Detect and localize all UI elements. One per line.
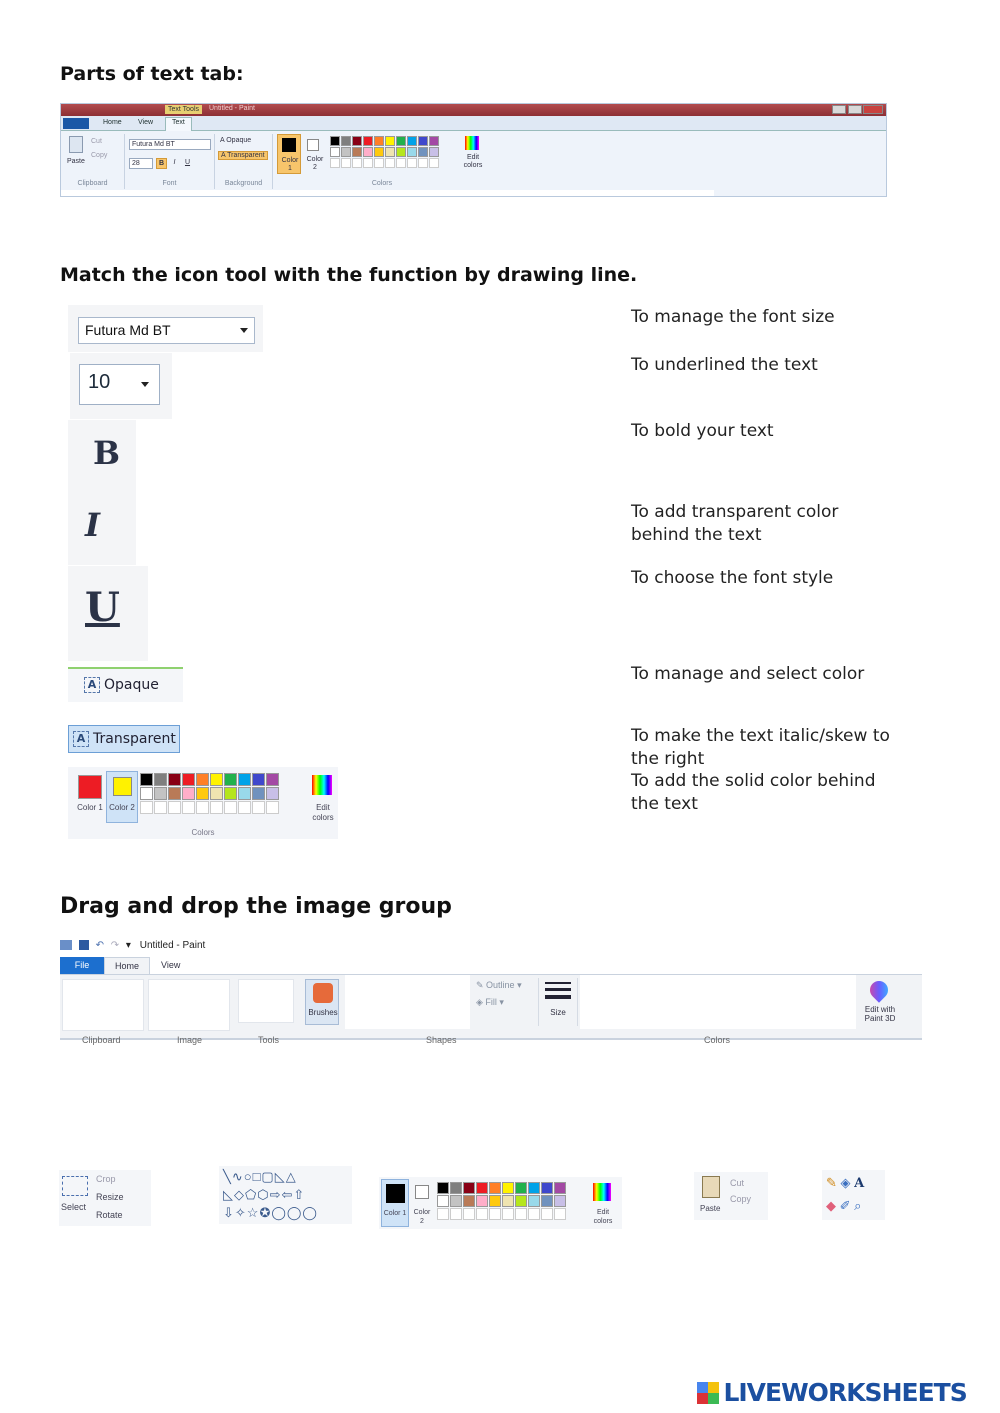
color2-button[interactable]: [303, 134, 327, 174]
color-swatch[interactable]: [140, 773, 153, 786]
cut-label: Cut: [730, 1178, 745, 1188]
heading-match: Match the icon tool with the function by drawing line.: [60, 264, 638, 286]
color-swatch[interactable]: [450, 1208, 462, 1220]
color1-label: Color 1: [383, 1210, 407, 1217]
function-4: To add transparent color behind the text: [631, 502, 839, 545]
magnifier-icon: ⌕: [854, 1198, 862, 1213]
color-swatch[interactable]: [541, 1182, 553, 1194]
color-swatch[interactable]: [363, 136, 373, 146]
color1-label: Color 1: [281, 157, 299, 172]
color-swatch[interactable]: [489, 1195, 501, 1207]
save-icon[interactable]: [79, 940, 89, 950]
brushes-button[interactable]: [305, 979, 339, 1025]
ribbon-body: [60, 974, 922, 1040]
color-swatch[interactable]: [502, 1195, 514, 1207]
function-5: To choose the font style: [631, 568, 834, 588]
edit-colors-icon[interactable]: [312, 775, 332, 795]
shapes-row-1: ╲∿○□▢◺△: [223, 1169, 297, 1184]
color2-label: Color 2: [109, 803, 135, 812]
color-swatch[interactable]: [437, 1182, 449, 1194]
ribbon-tabs: [61, 116, 886, 131]
image-group-label: Image: [177, 1035, 203, 1045]
color-swatch[interactable]: [168, 773, 181, 786]
underline-image: [68, 566, 148, 661]
color-swatch[interactable]: [463, 1208, 475, 1220]
color-swatch[interactable]: [418, 147, 428, 157]
color-swatch[interactable]: [341, 158, 351, 168]
bold-icon[interactable]: B: [93, 434, 121, 472]
text-a-icon: A: [84, 677, 100, 693]
background-group-label: Background: [224, 180, 263, 187]
paste-icon[interactable]: [69, 136, 83, 153]
color-swatch[interactable]: [224, 801, 237, 814]
image-slot[interactable]: [148, 979, 230, 1031]
underline-button[interactable]: U: [184, 159, 191, 166]
color-swatch[interactable]: [154, 773, 167, 786]
tab-home[interactable]: Home: [103, 119, 122, 126]
colors-group-label: Colors: [371, 180, 393, 187]
redo-icon[interactable]: ↷: [110, 940, 120, 951]
color-swatch[interactable]: [210, 773, 223, 786]
brush-icon: [313, 983, 333, 1003]
color2-label: Color 2: [413, 1209, 431, 1225]
shapes-group-piece[interactable]: [219, 1166, 352, 1224]
font-name-select[interactable]: Futura Md BT: [129, 139, 211, 150]
paint3d-icon: [866, 977, 891, 1002]
color-swatch[interactable]: [154, 787, 167, 800]
color-swatch[interactable]: [554, 1195, 566, 1207]
color-swatch[interactable]: [515, 1182, 527, 1194]
bold-button[interactable]: B: [156, 158, 167, 169]
color-swatch[interactable]: [396, 158, 406, 168]
title-bar: [61, 104, 886, 116]
font-name-value: Futura Md BT: [85, 322, 171, 338]
text-a-icon: A: [73, 731, 89, 747]
color2-swatch: [113, 777, 132, 796]
color-swatch[interactable]: [418, 136, 428, 146]
color-swatch[interactable]: [554, 1208, 566, 1220]
color-swatch[interactable]: [154, 801, 167, 814]
color2-swatch: [415, 1185, 429, 1199]
edit-colors-icon: [593, 1183, 611, 1201]
rotate-label: Rotate: [96, 1210, 123, 1220]
color-swatch[interactable]: [352, 147, 362, 157]
colors-slot[interactable]: [580, 975, 856, 1029]
select-label: Select: [61, 1202, 87, 1212]
color-swatch[interactable]: [502, 1182, 514, 1194]
font-group: [125, 134, 215, 189]
color-swatch[interactable]: [515, 1195, 527, 1207]
color1-button: [381, 1179, 409, 1227]
color-swatch[interactable]: [476, 1195, 488, 1207]
paint-home-ribbon: [60, 957, 922, 1049]
fill-bucket-icon: ◈: [840, 1175, 851, 1190]
color-swatch[interactable]: [476, 1208, 488, 1220]
color-palette: [330, 136, 466, 169]
shapes-row-2: ◺◇⬠⬡⇨⇦⇧: [223, 1187, 306, 1202]
maximize-button[interactable]: [848, 105, 862, 114]
font-size-value: 10: [88, 371, 111, 393]
resize-label: Resize: [96, 1192, 124, 1202]
heading-parts: Parts of text tab:: [60, 63, 244, 85]
color-palette: [437, 1182, 597, 1221]
font-size-field[interactable]: [79, 364, 160, 405]
tab-text[interactable]: Text: [165, 117, 192, 131]
paste-icon: [702, 1176, 720, 1198]
tab-view[interactable]: View: [161, 960, 181, 970]
text-tool-icon: A: [854, 1176, 865, 1191]
tools-row-1: [826, 1172, 881, 1195]
color-swatch[interactable]: [385, 136, 395, 146]
edit-colors-icon[interactable]: [465, 136, 479, 150]
color-swatch[interactable]: [224, 773, 237, 786]
color-swatch[interactable]: [374, 158, 384, 168]
clipboard-group-label: Clipboard: [77, 180, 108, 187]
window-title: Untitled - Paint: [209, 105, 255, 112]
color2-button[interactable]: [106, 771, 138, 823]
color-swatch[interactable]: [463, 1195, 475, 1207]
opaque-option[interactable]: [220, 137, 251, 144]
color-swatch[interactable]: [168, 801, 181, 814]
function-2: To underlined the text: [631, 355, 818, 375]
color2-label: Color 2: [306, 156, 324, 171]
clipboard-group: [61, 134, 125, 189]
pencil-icon: ✎: [476, 980, 487, 990]
color-swatch[interactable]: [266, 787, 279, 800]
pencil-icon: ✎: [826, 1175, 837, 1190]
color1-button[interactable]: [277, 134, 301, 174]
color-swatch[interactable]: [554, 1182, 566, 1194]
color2-swatch: [307, 139, 319, 151]
close-button[interactable]: [863, 105, 883, 114]
clipboard-slot[interactable]: [62, 979, 144, 1031]
liveworksheets-logo: [697, 1378, 967, 1408]
color-swatch[interactable]: [396, 147, 406, 157]
color-swatch[interactable]: [528, 1208, 540, 1220]
size-button[interactable]: [538, 978, 578, 1026]
paste-label[interactable]: Paste: [67, 158, 85, 165]
colors-group-label: Colors: [704, 1035, 731, 1045]
color-picker-icon: ✐: [839, 1198, 851, 1213]
eraser-icon: ◆: [826, 1198, 836, 1213]
color-swatch[interactable]: [515, 1208, 527, 1220]
clipboard-group-label: Clipboard: [82, 1035, 121, 1045]
color-swatch[interactable]: [330, 158, 340, 168]
color-swatch[interactable]: [266, 801, 279, 814]
color-swatch[interactable]: [450, 1195, 462, 1207]
function-6: To manage and select color: [631, 664, 865, 684]
copy-label[interactable]: Copy: [91, 152, 108, 159]
color1-swatch[interactable]: [78, 775, 102, 799]
color-swatch[interactable]: [210, 787, 223, 800]
color-swatch[interactable]: [363, 147, 373, 157]
color-swatch[interactable]: [182, 773, 195, 786]
fill-button[interactable]: ◈ Fill ▾: [476, 997, 504, 1007]
color-swatch[interactable]: [196, 773, 209, 786]
color-swatch[interactable]: [352, 158, 362, 168]
customize-icon[interactable]: ▾: [125, 940, 131, 951]
font-size-select[interactable]: 28: [129, 158, 153, 169]
paste-label: Paste: [700, 1204, 721, 1213]
color-swatch[interactable]: [528, 1182, 540, 1194]
tab-view[interactable]: View: [138, 119, 154, 126]
color-swatch[interactable]: [196, 801, 209, 814]
color-swatch[interactable]: [168, 787, 181, 800]
transparent-label: Transparent: [93, 731, 176, 747]
edit-colors-label[interactable]: Edit colors: [312, 803, 334, 822]
color-swatch[interactable]: [330, 136, 340, 146]
color-swatch[interactable]: [266, 773, 279, 786]
color-swatch[interactable]: [396, 136, 406, 146]
color-swatch[interactable]: [210, 801, 223, 814]
color1-label: Color 1: [77, 803, 103, 812]
function-7: To make the text italic/skew to the right: [631, 726, 890, 769]
color-swatch[interactable]: [407, 158, 417, 168]
transparent-option[interactable]: [218, 151, 268, 160]
color-swatch[interactable]: [352, 136, 362, 146]
color-swatch[interactable]: [196, 787, 209, 800]
minimize-button[interactable]: [832, 105, 846, 114]
size-icon-line: [545, 988, 571, 991]
quick-access-bar: [60, 940, 205, 951]
edit-colors-label[interactable]: Edit colors: [463, 154, 483, 169]
edit-paint3d-button[interactable]: [858, 979, 902, 1029]
color-swatch[interactable]: [238, 787, 251, 800]
crop-label: Crop: [96, 1174, 116, 1184]
chevron-down-icon: [240, 328, 248, 333]
function-3: To bold your text: [631, 421, 774, 441]
color-swatch[interactable]: [429, 147, 439, 157]
color-swatch[interactable]: [541, 1195, 553, 1207]
font-group-label: Font: [162, 180, 177, 187]
font-name-field[interactable]: [78, 317, 255, 344]
color-swatch[interactable]: [437, 1208, 449, 1220]
italic-button[interactable]: I: [173, 159, 176, 166]
paint-app-icon: [60, 940, 72, 950]
colors-group: [275, 134, 489, 189]
color-swatch[interactable]: [140, 787, 153, 800]
color-swatch[interactable]: [418, 158, 428, 168]
color-swatch[interactable]: [224, 787, 237, 800]
color-swatch[interactable]: [252, 787, 265, 800]
color-swatch[interactable]: [374, 136, 384, 146]
color-swatch[interactable]: [252, 801, 265, 814]
color-palette: [140, 773, 310, 815]
transparent-label: Transparent: [227, 152, 265, 159]
background-group: [215, 134, 273, 189]
color-swatch[interactable]: [407, 136, 417, 146]
opaque-label: Opaque: [104, 677, 159, 693]
color-swatch[interactable]: [476, 1182, 488, 1194]
select-icon: [62, 1176, 88, 1196]
color-swatch[interactable]: [182, 787, 195, 800]
color-swatch[interactable]: [363, 158, 373, 168]
color-swatch[interactable]: [463, 1182, 475, 1194]
copy-label: Copy: [730, 1194, 752, 1204]
color-swatch[interactable]: [238, 801, 251, 814]
brand-text: LIVEWORKSHEETS: [723, 1378, 967, 1407]
color-swatch[interactable]: [385, 158, 395, 168]
outline-button[interactable]: ✎ Outline ▾: [476, 980, 522, 990]
logo-icon: [697, 1382, 719, 1404]
color-swatch[interactable]: [489, 1182, 501, 1194]
color-swatch[interactable]: [437, 1195, 449, 1207]
size-label: Size: [550, 1008, 566, 1017]
fill-label: Fill: [485, 997, 497, 1007]
color-swatch[interactable]: [341, 136, 351, 146]
font-size-select-image: [70, 353, 172, 419]
underline-icon[interactable]: U: [85, 584, 120, 631]
color1-swatch: [282, 138, 296, 152]
color-swatch[interactable]: [238, 773, 251, 786]
brushes-label: Brushes: [308, 1008, 338, 1017]
heading-drag: Drag and drop the image group: [60, 894, 452, 919]
size-icon: [545, 982, 571, 984]
color-swatch[interactable]: [330, 147, 340, 157]
color-swatch[interactable]: [140, 801, 153, 814]
tools-slot[interactable]: [238, 979, 294, 1023]
color-swatch[interactable]: [429, 136, 439, 146]
shapes-group-label: Shapes: [426, 1035, 457, 1045]
text-a-icon: A: [220, 137, 227, 144]
tools-group-piece[interactable]: [822, 1170, 885, 1220]
color-swatch[interactable]: [252, 773, 265, 786]
text-tools-label: Text Tools: [165, 105, 202, 114]
font-style-select-image: [68, 305, 263, 352]
fill-icon: ◈: [476, 997, 486, 1007]
color-swatch[interactable]: [182, 801, 195, 814]
color-swatch[interactable]: [429, 158, 439, 168]
colors-group-label: Colors: [191, 828, 215, 837]
color-swatch[interactable]: [374, 147, 384, 157]
color-swatch[interactable]: [502, 1208, 514, 1220]
chevron-down-icon: [141, 382, 149, 387]
opaque-label: Opaque: [226, 137, 252, 144]
tools-row-2: [826, 1195, 881, 1217]
undo-icon[interactable]: ↶: [95, 940, 104, 951]
color-swatch[interactable]: [341, 147, 351, 157]
tab-home[interactable]: Home: [104, 957, 150, 975]
clipboard-group-piece[interactable]: [694, 1172, 768, 1220]
color-swatch[interactable]: [407, 147, 417, 157]
outline-label: Outline: [486, 980, 515, 990]
function-8: To add the solid color behind the text: [631, 771, 876, 814]
edit-colors-label: Edit colors: [593, 1209, 613, 1225]
italic-icon[interactable]: I: [85, 506, 100, 544]
bold-italic-image: [68, 420, 136, 565]
window-title: Untitled - Paint: [139, 940, 206, 951]
colors-group-piece[interactable]: [379, 1177, 622, 1229]
canvas-strip: [61, 190, 714, 196]
color-swatch[interactable]: [385, 147, 395, 157]
color1-swatch: [386, 1184, 405, 1203]
cut-label[interactable]: Cut: [91, 138, 102, 145]
color-swatch[interactable]: [528, 1195, 540, 1207]
paint-text-ribbon: [60, 103, 887, 197]
color-swatch[interactable]: [489, 1208, 501, 1220]
tools-group-label: Tools: [258, 1035, 280, 1045]
image-group-piece[interactable]: [59, 1170, 151, 1226]
shapes-slot[interactable]: [345, 975, 470, 1029]
colors-group-image: [68, 767, 338, 839]
color-swatch[interactable]: [450, 1182, 462, 1194]
transparent-button-image[interactable]: [68, 725, 180, 753]
text-a-icon: A: [221, 152, 228, 159]
edit-paint3d-label: Edit with Paint 3D: [864, 1005, 896, 1023]
opaque-button-image[interactable]: [68, 667, 183, 702]
color-swatch[interactable]: [541, 1208, 553, 1220]
size-icon-line: [545, 995, 571, 999]
function-1: To manage the font size: [631, 307, 835, 327]
tab-file[interactable]: File: [60, 957, 104, 974]
shapes-row-3: ⇩✧☆✪◯◯◯: [223, 1205, 318, 1220]
file-menu-button[interactable]: [63, 118, 89, 129]
